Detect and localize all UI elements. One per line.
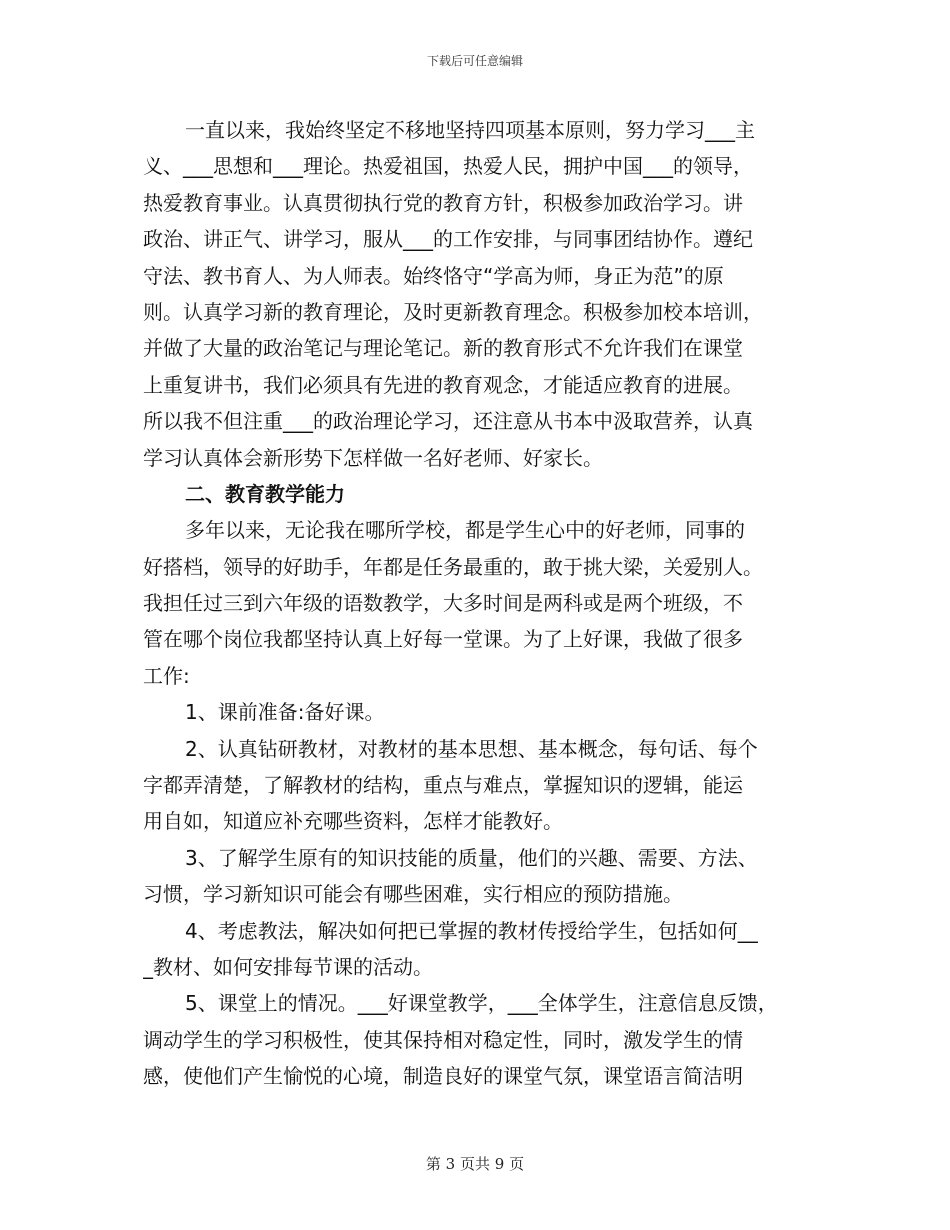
text-line: 上重复讲书，我们必须具有先进的教育观念，才能适应教育的进展。 xyxy=(143,372,743,397)
text-line: 习惯，学习新知识可能会有哪些困难，实行相应的预防措施。 xyxy=(143,882,683,907)
text-line: 5、课堂上的情况。___好课堂教学，___全体学生，注意信息反馈， xyxy=(185,991,778,1016)
text-line: 所以我不但注重___的政治理论学习，还注意从书本中汲取营养，认真 xyxy=(143,409,753,434)
text-line: 多年以来，无论我在哪所学校，都是学生心中的好老师，同事的 xyxy=(185,518,745,543)
text-line: 并做了大量的政治笔记与理论笔记。新的教育形式不允许我们在课堂 xyxy=(143,336,743,361)
text-line: 感，使他们产生愉悦的心境，制造良好的课堂气氛，课堂语言简洁明 xyxy=(143,1064,743,1089)
text-line: 好搭档，领导的好助手，年都是任务最重的，敢于挑大梁，关爱别人。 xyxy=(143,554,763,579)
text-line: 用自如，知道应补充哪些资料，怎样才能教好。 xyxy=(143,809,563,834)
text-line: 我担任过三到六年级的语数教学，大多时间是两科或是两个班级，不 xyxy=(143,591,743,616)
document-body xyxy=(143,112,828,1095)
text-line: 一直以来，我始终坚定不移地坚持四项基本原则，努力学习___主 xyxy=(185,118,755,142)
text-line: 守法、教书育人、为人师表。始终恪守“学高为师，身正为范”的原 xyxy=(143,263,724,288)
page-footer: 第 3 页共 9 页 xyxy=(425,1155,525,1173)
text-line: 工作: xyxy=(143,663,190,688)
text-line: 字都弄清楚，了解教材的结构，重点与难点，掌握知识的逻辑，能运 xyxy=(143,773,743,798)
text-line: 1、课前准备:备好课。 xyxy=(185,700,385,725)
text-line: 热爱教育事业。认真贯彻执行党的教育方针，积极参加政治学习。讲 xyxy=(143,190,743,215)
text-line: 则。认真学习新的教育理论，及时更新教育理念。积极参加校本培训， xyxy=(143,299,763,324)
text-line: 3、了解学生原有的知识技能的质量，他们的兴趣、需要、方法、 xyxy=(185,845,758,870)
text-line: 政治、讲正气、讲学习，服从___的工作安排，与同事团结协作。遵纪 xyxy=(143,227,753,252)
text-line: _教材、如何安排每节课的活动。 xyxy=(143,954,433,979)
text-line: 管在哪个岗位我都坚持认真上好每一堂课。为了上好课，我做了很多 xyxy=(143,627,743,652)
text-line: 调动学生的学习积极性，使其保持相对稳定性，同时，激发学生的情 xyxy=(143,1027,743,1052)
text-line: 义、___思想和___理论。热爱祖国，热爱人民，拥护中国___的领导， xyxy=(143,154,753,179)
text-line: 4、考虑教法，解决如何把已掌握的教材传授给学生，包括如何__ xyxy=(185,918,758,943)
text-line: 学习认真体会新形势下怎样做一名好老师、好家长。 xyxy=(143,445,603,470)
page-header: 下载后可任意编辑 xyxy=(426,54,523,68)
text-line: 2、认真钻研教材，对教材的基本思想、基本概念，每句话、每个 xyxy=(185,736,758,761)
section-heading: 二、教育教学能力 xyxy=(185,481,345,506)
